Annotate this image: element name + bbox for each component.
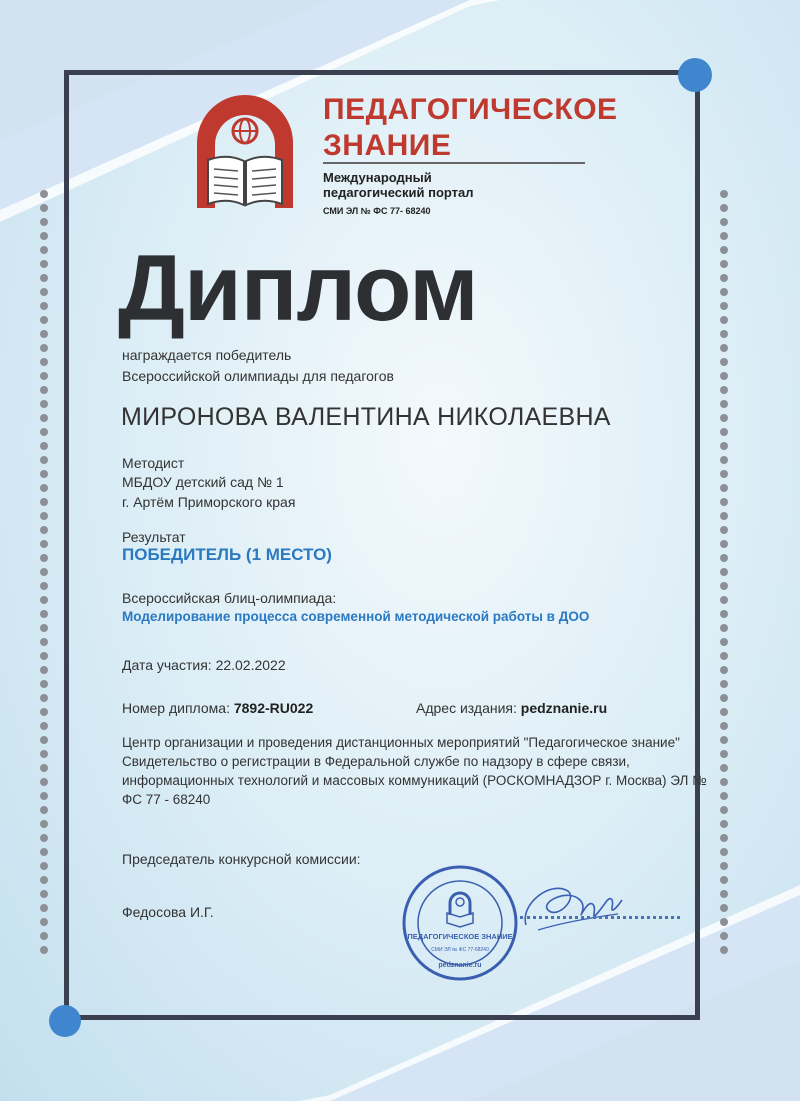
border-dot xyxy=(720,834,728,842)
border-dot xyxy=(720,288,728,296)
border-dot xyxy=(40,344,48,352)
publication-address xyxy=(416,698,607,718)
border-dot xyxy=(40,526,48,534)
recipient-city: г. Артём Приморского края xyxy=(122,494,296,510)
border-dot xyxy=(720,932,728,940)
border-dot xyxy=(720,722,728,730)
border-dot xyxy=(40,386,48,394)
brand-divider xyxy=(323,162,585,164)
border-dot xyxy=(40,470,48,478)
diploma-number-label: Номер диплома: xyxy=(122,700,230,716)
border-dot xyxy=(40,540,48,548)
border-dot xyxy=(40,932,48,940)
border-dot xyxy=(40,302,48,310)
border-dot xyxy=(40,428,48,436)
border-dot xyxy=(720,666,728,674)
border-dot xyxy=(720,778,728,786)
border-dot xyxy=(720,764,728,772)
dotted-border-right xyxy=(720,190,728,954)
border-dot xyxy=(720,806,728,814)
chair-label: Председатель конкурсной комиссии: xyxy=(122,851,361,867)
border-dot xyxy=(720,736,728,744)
border-dot xyxy=(720,820,728,828)
awarded-line: Всероссийской олимпиады для педагогов xyxy=(122,368,394,384)
stamp-center-text: ПЕДАГОГИЧЕСКОЕ ЗНАНИЕ xyxy=(407,932,513,941)
registration-line: ФС 77 - 68240 xyxy=(122,792,211,807)
corner-dot-top-right xyxy=(678,58,712,92)
recipient-name: МИРОНОВА ВАЛЕНТИНА НИКОЛАЕВНА xyxy=(121,403,611,431)
publication-address-value: pedznanie.ru xyxy=(520,700,608,716)
brand-subtitle-line: Международный xyxy=(323,170,432,185)
border-dot xyxy=(720,190,728,198)
border-dot xyxy=(720,400,728,408)
border-dot xyxy=(720,470,728,478)
border-dot xyxy=(720,344,728,352)
result-label: Результат xyxy=(122,529,186,545)
border-dot xyxy=(40,330,48,338)
border-dot xyxy=(40,890,48,898)
border-dot xyxy=(720,540,728,548)
border-dot xyxy=(40,876,48,884)
border-dot xyxy=(40,400,48,408)
border-dot xyxy=(720,456,728,464)
border-dot xyxy=(720,582,728,590)
diploma-title: Диплом xyxy=(118,235,478,340)
border-dot xyxy=(720,680,728,688)
recipient-position: Методист xyxy=(122,455,185,471)
border-dot xyxy=(40,848,48,856)
border-dot xyxy=(720,330,728,338)
border-dot xyxy=(720,708,728,716)
border-dot xyxy=(720,484,728,492)
border-dot xyxy=(720,428,728,436)
border-dot xyxy=(720,204,728,212)
border-dot xyxy=(40,554,48,562)
border-dot xyxy=(720,862,728,870)
border-dot xyxy=(720,498,728,506)
border-dot xyxy=(720,946,728,954)
border-dot xyxy=(40,498,48,506)
border-dot xyxy=(40,946,48,954)
border-dot xyxy=(40,834,48,842)
border-dot xyxy=(40,414,48,422)
border-dot xyxy=(40,694,48,702)
brand-subtitle-line: педагогический портал xyxy=(323,185,474,200)
border-dot xyxy=(720,750,728,758)
border-dot xyxy=(40,568,48,576)
border-dot xyxy=(40,260,48,268)
recipient-organization: МБДОУ детский сад № 1 xyxy=(122,474,284,490)
olympiad-label: Всероссийская блиц-олимпиада: xyxy=(122,590,337,606)
border-dot xyxy=(40,372,48,380)
border-dot xyxy=(40,442,48,450)
border-dot xyxy=(40,918,48,926)
brand-name: ПЕДАГОГИЧЕСКОЕ ЗНАНИЕ xyxy=(323,93,618,162)
border-dot xyxy=(40,232,48,240)
stamp-license: СМИ ЭЛ № ФС 77-68240 xyxy=(431,947,489,953)
border-dot xyxy=(720,610,728,618)
border-dot xyxy=(40,680,48,688)
brand-license: СМИ ЭЛ № ФС 77- 68240 xyxy=(323,206,431,216)
border-dot xyxy=(40,778,48,786)
registration-line: Центр организации и проведения дистанционных мероприятий "Педагогическое знание" xyxy=(122,735,680,750)
border-dot xyxy=(720,792,728,800)
border-dot xyxy=(40,736,48,744)
border-dot xyxy=(720,512,728,520)
border-dot xyxy=(720,624,728,632)
border-dot xyxy=(720,890,728,898)
border-dot xyxy=(40,596,48,604)
border-dot xyxy=(720,904,728,912)
border-dot xyxy=(40,316,48,324)
border-dot xyxy=(720,386,728,394)
border-dot xyxy=(40,708,48,716)
border-dot xyxy=(40,862,48,870)
border-dot xyxy=(720,876,728,884)
border-dot xyxy=(40,792,48,800)
border-dot xyxy=(40,610,48,618)
border-dot xyxy=(720,848,728,856)
border-dot xyxy=(720,694,728,702)
publication-address-label: Адрес издания: xyxy=(416,700,517,716)
olympiad-topic: Моделирование процесса современной методической работы в ДОО xyxy=(122,609,590,624)
registration-line: Свидетельство о регистрации в Федеральной службе по надзору в сфере связи, xyxy=(122,754,630,769)
border-dot xyxy=(40,820,48,828)
border-dot xyxy=(40,218,48,226)
chair-name: Федосова И.Г. xyxy=(122,904,214,920)
border-dot xyxy=(720,218,728,226)
border-dot xyxy=(720,638,728,646)
signature xyxy=(518,880,628,940)
border-dot xyxy=(40,288,48,296)
border-dot xyxy=(40,904,48,912)
brand-subtitle xyxy=(323,170,474,200)
border-dot xyxy=(40,246,48,254)
border-dot xyxy=(40,582,48,590)
border-dot xyxy=(720,358,728,366)
border-dot xyxy=(40,624,48,632)
border-dot xyxy=(40,512,48,520)
official-stamp xyxy=(400,863,520,983)
border-dot xyxy=(40,638,48,646)
border-dot xyxy=(40,190,48,198)
border-dot xyxy=(40,358,48,366)
border-dot xyxy=(720,372,728,380)
border-dot xyxy=(40,750,48,758)
registration-line: информационных технологий и массовых коммуникаций (РОСКОМНАДЗОР г. Москва) ЭЛ № xyxy=(122,773,707,788)
book-globe-icon xyxy=(175,83,315,218)
border-dot xyxy=(40,484,48,492)
corner-dot-bottom-left xyxy=(49,1005,81,1037)
border-dot xyxy=(720,274,728,282)
border-dot xyxy=(40,204,48,212)
border-dot xyxy=(720,246,728,254)
border-dot xyxy=(720,316,728,324)
diploma-number xyxy=(122,698,313,718)
awarded-line: награждается победитель xyxy=(122,347,292,363)
border-dot xyxy=(40,722,48,730)
border-dot xyxy=(40,764,48,772)
border-dot xyxy=(40,652,48,660)
border-dot xyxy=(40,274,48,282)
result-value: ПОБЕДИТЕЛЬ (1 МЕСТО) xyxy=(122,545,332,564)
border-dot xyxy=(720,232,728,240)
border-dot xyxy=(720,554,728,562)
border-dot xyxy=(720,260,728,268)
dotted-border-left xyxy=(40,190,48,954)
registration-info xyxy=(122,733,707,809)
border-dot xyxy=(40,456,48,464)
border-dot xyxy=(720,302,728,310)
border-dot xyxy=(720,918,728,926)
participation-date: Дата участия: 22.02.2022 xyxy=(122,657,286,673)
border-dot xyxy=(40,806,48,814)
border-dot xyxy=(720,442,728,450)
border-dot xyxy=(40,666,48,674)
stamp-site: pedznanie.ru xyxy=(438,962,482,969)
border-dot xyxy=(720,526,728,534)
border-dot xyxy=(720,414,728,422)
diploma-number-value: 7892-RU022 xyxy=(233,700,314,716)
signature-line xyxy=(520,916,680,919)
border-dot xyxy=(720,568,728,576)
border-dot xyxy=(720,596,728,604)
border-dot xyxy=(720,652,728,660)
